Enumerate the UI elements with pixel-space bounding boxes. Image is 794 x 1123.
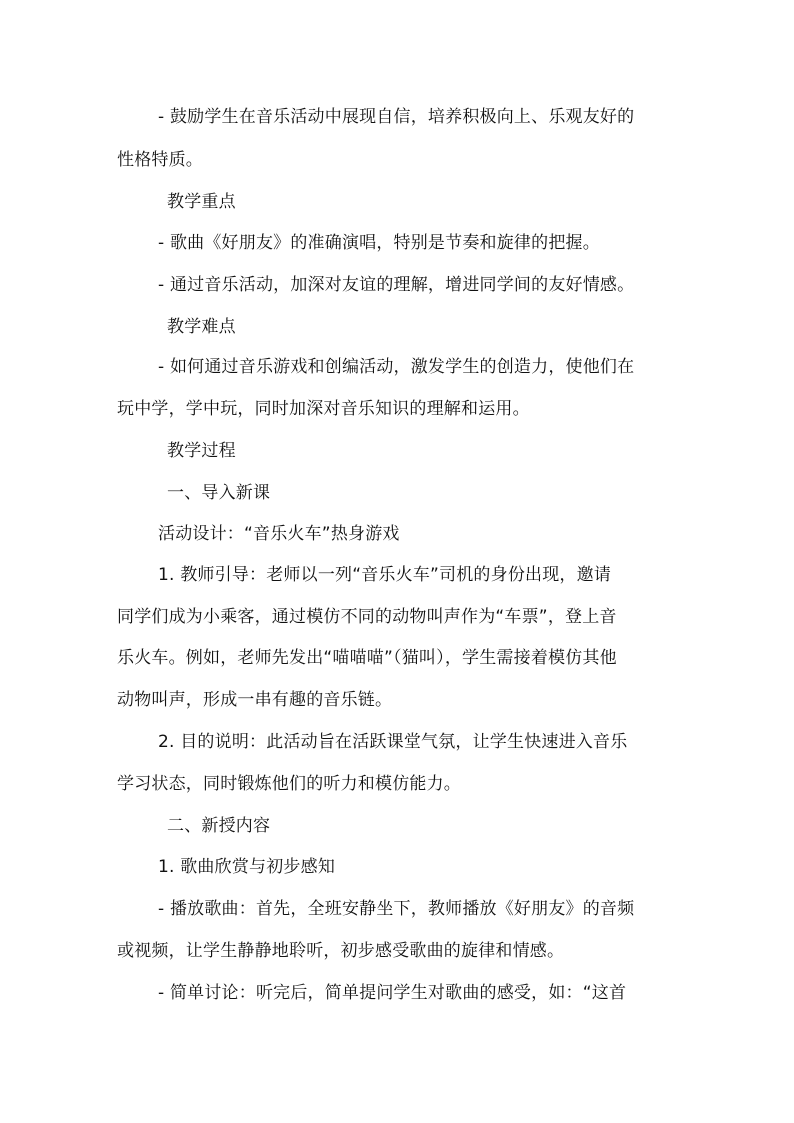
body-text-line: - 歌曲《好朋友》的准确演唱，特别是节奏和旋律的把握。 (158, 233, 600, 253)
body-text-line: 动物叫声，形成一串有趣的音乐链。 (117, 690, 393, 710)
section-heading: 教学重点 (167, 192, 236, 212)
body-text-line: - 通过音乐活动，加深对友谊的理解，增进同学间的友好情感。 (158, 275, 635, 295)
body-text-line: 1. 歌曲欣赏与初步感知 (158, 857, 336, 877)
subsection-heading: 一、导入新课 (167, 483, 271, 503)
body-text-line: 活动设计：“音乐火车”热身游戏 (158, 524, 400, 544)
body-text-line: 性格特质。 (117, 150, 203, 170)
body-text-line: 同学们成为小乘客，通过模仿不同的动物叫声作为“车票”，登上音 (117, 607, 617, 627)
section-heading: 教学难点 (167, 317, 236, 337)
subsection-heading: 二、新授内容 (167, 816, 271, 836)
body-text-line: 学习状态，同时锻炼他们的听力和模仿能力。 (117, 774, 461, 794)
body-text-line: 玩中学，学中玩，同时加深对音乐知识的理解和运用。 (117, 399, 530, 419)
body-text-line: 或视频，让学生静静地聆听，初步感受歌曲的旋律和情感。 (117, 941, 565, 961)
body-text-line: - 如何通过音乐游戏和创编活动，激发学生的创造力，使他们在 (158, 357, 635, 377)
body-text-line: - 鼓励学生在音乐活动中展现自信，培养积极向上、乐观友好的 (158, 107, 635, 127)
section-heading: 教学过程 (167, 441, 236, 461)
body-text-line: 乐火车。例如，老师先发出“喵喵喵”（猫叫），学生需接着模仿其他 (117, 648, 617, 668)
body-text-line: 2. 目的说明：此活动旨在活跃课堂气氛，让学生快速进入音乐 (158, 732, 628, 752)
body-text-line: - 简单讨论：听完后，简单提问学生对歌曲的感受，如：“这首 (158, 983, 627, 1003)
body-text-line: - 播放歌曲：首先，全班安静坐下，教师播放《好朋友》的音频 (158, 899, 635, 919)
body-text-line: 1. 教师引导：老师以一列“音乐火车”司机的身份出现，邀请 (158, 565, 612, 585)
